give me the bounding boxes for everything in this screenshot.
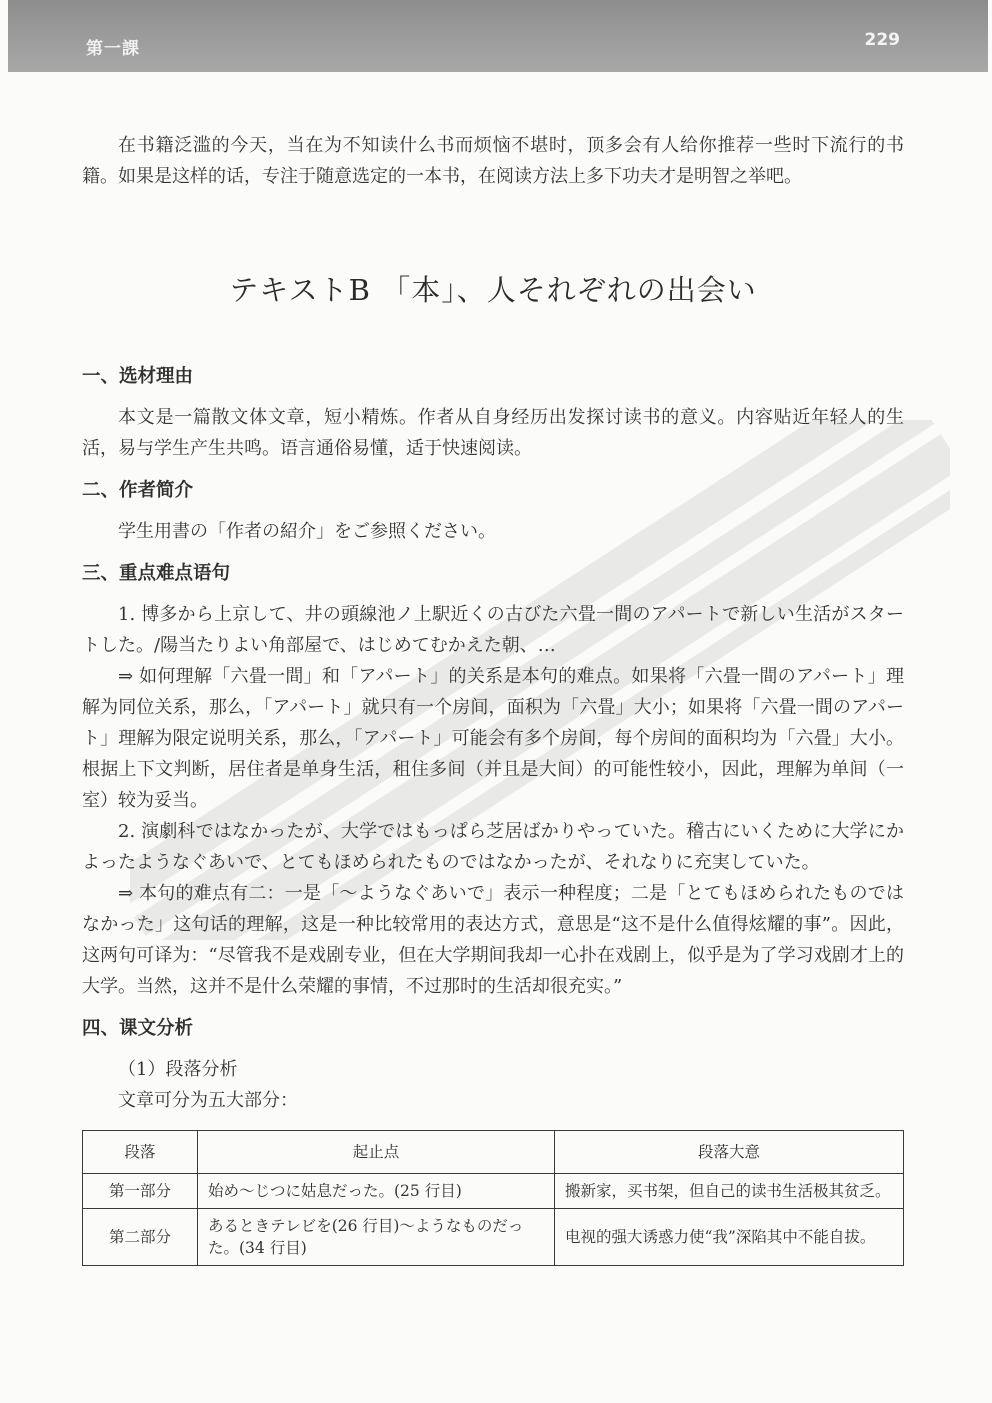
page-number: 229 (864, 30, 900, 50)
table-header-cell: 段落大意 (555, 1131, 904, 1174)
table-header-cell: 段落 (83, 1131, 198, 1174)
table-cell: 始め～じつに姑息だった。(25 行目) (198, 1174, 555, 1209)
table-cell: あるときテレビを(26 行目)～ようなものだった。(34 行目) (198, 1209, 555, 1266)
table-header-cell: 起止点 (198, 1131, 555, 1174)
table-cell: 第一部分 (83, 1174, 198, 1209)
page-content (82, 130, 904, 1266)
section-heading-author: 二、作者简介 (82, 480, 194, 501)
section-heading-reason: 一、选材理由 (82, 366, 194, 387)
table-row (83, 1174, 904, 1209)
table-row (83, 1209, 904, 1266)
key-sentence-1-explanation: ⇒ 如何理解「六畳一間」和「アパート」的关系是本句的难点。如果将「六畳一間のアパート」理解为同位关系，那么，「アパート」就只有一个房间，面积为「六畳」大小；如果将「六畳一間のアパート」理解为限定说明关系，那么，「アパート」可能会有多个房间，每个房间的面积均为「六畳」大小。根据上下文判断，居住者是单身生活，租住多间（并且是大间）的可能性较小，因此，理解为单间（一室）较为妥当。 (82, 666, 904, 811)
table-cell: 搬新家，买书架，但自己的读书生活极其贫乏。 (555, 1174, 904, 1209)
section-heading-analysis: 四、课文分析 (82, 1018, 194, 1039)
section-body-reason: 本文是一篇散文体文章，短小精炼。作者从自身经历出发探讨读书的意义。内容贴近年轻人的生活，易与学生产生共鸣。语言通俗易懂，适于快速阅读。 (82, 407, 904, 459)
page-header-bar (8, 0, 988, 72)
text-b-title: テキストB 「本」、人それぞれの出会い (229, 273, 757, 307)
paragraph-analysis-table (82, 1130, 904, 1266)
section-body-author: 学生用書の「作者の紹介」をご参照ください。 (118, 521, 496, 542)
analysis-subheading: （1）段落分析 (118, 1059, 238, 1080)
key-sentence-2-explanation: ⇒ 本句的难点有二：一是「～ようなぐあいで」表示一种程度；二是「とてもほめられたものではなかった」这句话的理解，这是一种比较常用的表达方式，意思是“这不是什么值得炫耀的事”。因此，这两句可译为：“尽管我不是戏剧专业，但在大学期间我却一心扑在戏剧上，似乎是为了学习戏剧才上的大学。当然，这并不是什么荣耀的事情，不过那时的生活却很充实。” (82, 883, 904, 997)
key-sentence-1: 1. 博多から上京して、井の頭線池ノ上駅近くの古びた六畳一間のアパートで新しい生活がスタートした。/陽当たりよい角部屋で、はじめてむかえた朝、… (82, 604, 904, 656)
table-header-row (83, 1131, 904, 1174)
section-heading-key-sentences: 三、重点难点语句 (82, 563, 231, 584)
lesson-label: 第一課 (86, 39, 140, 59)
table-cell: 第二部分 (83, 1209, 198, 1266)
intro-paragraph: 在书籍泛滥的今天，当在为不知读什么书而烦恼不堪时，顶多会有人给你推荐一些时下流行的书籍。如果是这样的话，专注于随意选定的一本书，在阅读方法上多下功夫才是明智之举吧。 (82, 135, 904, 187)
analysis-intro: 文章可分为五大部分： (118, 1090, 298, 1111)
table-cell: 电视的强大诱惑力使“我”深陷其中不能自拔。 (555, 1209, 904, 1266)
key-sentence-2: 2. 演劇科ではなかったが、大学ではもっぱら芝居ばかりやっていた。稽古にいくために大学にかよったようなぐあいで、とてもほめられたものではなかったが、それなりに充実していた。 (82, 821, 904, 873)
